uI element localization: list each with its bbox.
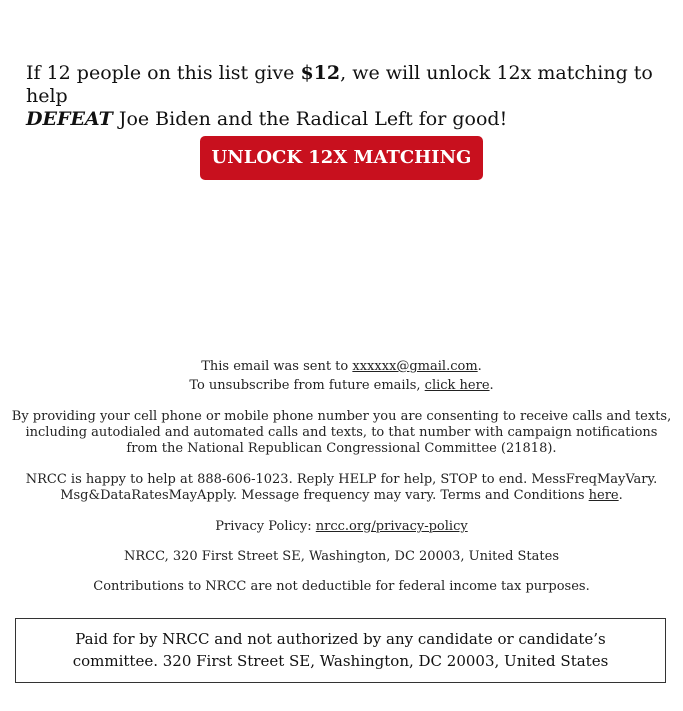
- headline-text: If 12 people on this list give: [26, 62, 301, 84]
- consent-notice: By providing your cell phone or mobile phone number you are consenting to receive calls and texts, including autodialed and automated calls and texts, to that number with campaign notifications from the National Republican Congressional Committee (21818).: [11, 409, 672, 456]
- sent-suffix: .: [477, 359, 482, 374]
- mailing-address: NRCC, 320 First Street SE, Washington, DC 20003, United States: [124, 549, 559, 564]
- privacy-policy-link[interactable]: nrcc.org/privacy-policy: [315, 519, 468, 534]
- recipient-email-link[interactable]: xxxxxx@gmail.com: [352, 359, 478, 374]
- privacy-label: Privacy Policy:: [215, 519, 316, 534]
- email-sent-notice: [10, 357, 673, 395]
- headline-text-end: Joe Biden and the Radical Left for good!: [112, 108, 508, 130]
- unlock-matching-button[interactable]: UNLOCK 12X MATCHING: [200, 136, 484, 180]
- sent-prefix: This email was sent to: [201, 359, 353, 374]
- help-suffix: .: [618, 488, 623, 503]
- unsubscribe-suffix: .: [489, 378, 494, 393]
- headline-amount: $12: [300, 62, 341, 84]
- headline: [26, 62, 666, 131]
- tax-notice: Contributions to NRCC are not deductible for federal income tax purposes.: [93, 579, 590, 594]
- cta-container: [0, 136, 683, 180]
- unsubscribe-prefix: To unsubscribe from future emails,: [189, 378, 425, 393]
- help-text: NRCC is happy to help at 888-606-1023. Reply HELP for help, STOP to end. MessFreqMayVary. Msg&DataRatesMayApply. Message frequency may vary. Terms and Conditions: [25, 472, 658, 503]
- terms-link[interactable]: here: [588, 488, 619, 503]
- help-notice: [10, 472, 673, 504]
- headline-emphasis: DEFEAT: [26, 108, 113, 130]
- unsubscribe-link[interactable]: click here: [424, 378, 490, 393]
- headline-text-cont: , we will unlock 12x matching to help: [26, 62, 653, 107]
- disclaimer-text: Paid for by NRCC and not authorized by any candidate or candidate’s committee. 320 First Street SE, Washington, DC 20003, United States: [72, 630, 609, 670]
- privacy-policy: [10, 517, 673, 536]
- paid-for-disclaimer: [15, 618, 666, 683]
